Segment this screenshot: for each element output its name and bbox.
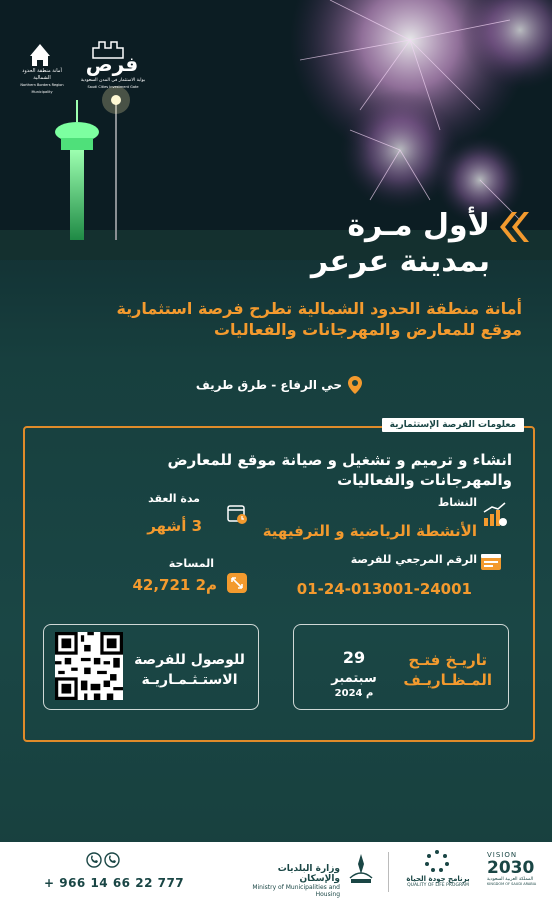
location-pin-icon — [348, 376, 362, 394]
furas-logo-text: فرص — [85, 52, 139, 76]
opening-month: سبتمبر — [331, 671, 377, 686]
opening-day: 29 — [342, 648, 366, 667]
area-value: 42,721 م2 — [132, 576, 217, 594]
opening-date-label-line2: المـظـاريـف — [403, 671, 492, 689]
activity-label: النشاط — [437, 496, 477, 509]
ministry-name-en: Ministry of Municipalities and Housing — [252, 884, 340, 898]
quality-of-life-name-ar: برنامج جودة الحياة — [406, 875, 470, 883]
chart-growth-icon — [482, 502, 508, 528]
location — [196, 376, 362, 394]
reference-value: 01-24-013001-24001 — [296, 580, 472, 598]
vision-year: 2030 — [487, 858, 535, 878]
logos-group — [18, 36, 148, 96]
duration-label: مدة العقد — [148, 492, 200, 505]
opening-year: 2024 م — [334, 688, 374, 699]
municipality-name — [18, 68, 66, 96]
vision-country-ar: المملكة العربية السعودية — [487, 877, 534, 882]
opportunity-title-line2: والمهرجانات والفعاليات — [337, 471, 512, 489]
reference-label: الرقم المرجعي للفرصة — [350, 553, 477, 566]
subtitle-line1: أمانة منطقة الحدود الشمالية تطرح فرصة استثمارية — [116, 299, 522, 318]
municipality-name-en: Northern Borders Region Municipality — [20, 83, 64, 94]
opportunity-title-line1: انشاء و ترميم و تشغيل و صيانة موقع للمعارض — [167, 451, 512, 469]
vision-label: VISION — [487, 851, 518, 859]
area-label: المساحة — [168, 557, 214, 570]
phone-whatsapp-icon — [86, 852, 122, 868]
ministry-name-ar: وزارة البلديات والإسكان — [277, 864, 340, 884]
browser-window-icon — [480, 551, 502, 573]
qr-label-line2: الاستـثـمـاريـة — [141, 672, 238, 688]
headline-line1: لأول مـرة — [347, 208, 490, 243]
vision-country-en: KINGDOM OF SAUDI ARABIA — [487, 882, 537, 886]
opportunity-title — [42, 450, 512, 490]
ministry-logo — [238, 864, 340, 898]
calendar-clock-icon — [226, 503, 248, 525]
municipality-name-ar: أمانة منطقة الحدود الشمالية — [22, 68, 62, 81]
quality-of-life-logo — [398, 875, 478, 888]
footer-divider — [388, 852, 389, 892]
headline-line2: بمدينة عرعر — [310, 244, 490, 279]
qr-label — [132, 650, 247, 690]
location-text: حي الرفاع - طرق طريف — [195, 378, 342, 392]
subtitle-line2: موقع للمعارض والمهرجانات والفعاليات — [213, 320, 522, 339]
quality-of-life-name-en: QUALITY OF LIFE PROGRAM — [407, 883, 469, 888]
chevrons-icon — [494, 210, 530, 244]
expand-area-icon — [226, 572, 248, 594]
furas-caption — [78, 78, 148, 90]
subtitle — [22, 298, 522, 340]
opening-date-label-line1: تاريـخ فتـح — [408, 651, 487, 669]
qr-code-icon[interactable] — [55, 632, 123, 700]
activity-value: الأنشطة الرياضية و الترفيهية — [262, 522, 477, 540]
quality-of-life-icon — [423, 848, 451, 874]
furas-caption-en: Saudi Cities Investment Gate — [87, 85, 139, 89]
opening-date-label — [403, 650, 492, 690]
vision-2030-logo — [487, 851, 547, 886]
ministry-emblem-icon — [346, 852, 376, 886]
duration-value: 3 أشهر — [147, 517, 202, 535]
info-card-tag: معلومات الفرصة الإستثمارية — [382, 418, 524, 432]
headline — [311, 208, 490, 280]
opening-date-value — [318, 648, 390, 699]
phone-number[interactable]: + 966 14 66 22 777 — [44, 876, 185, 890]
furas-caption-ar: بوابة الاستثمار في المدن السعودية — [80, 78, 146, 83]
qr-label-line1: للوصول للفرصة — [134, 652, 245, 668]
